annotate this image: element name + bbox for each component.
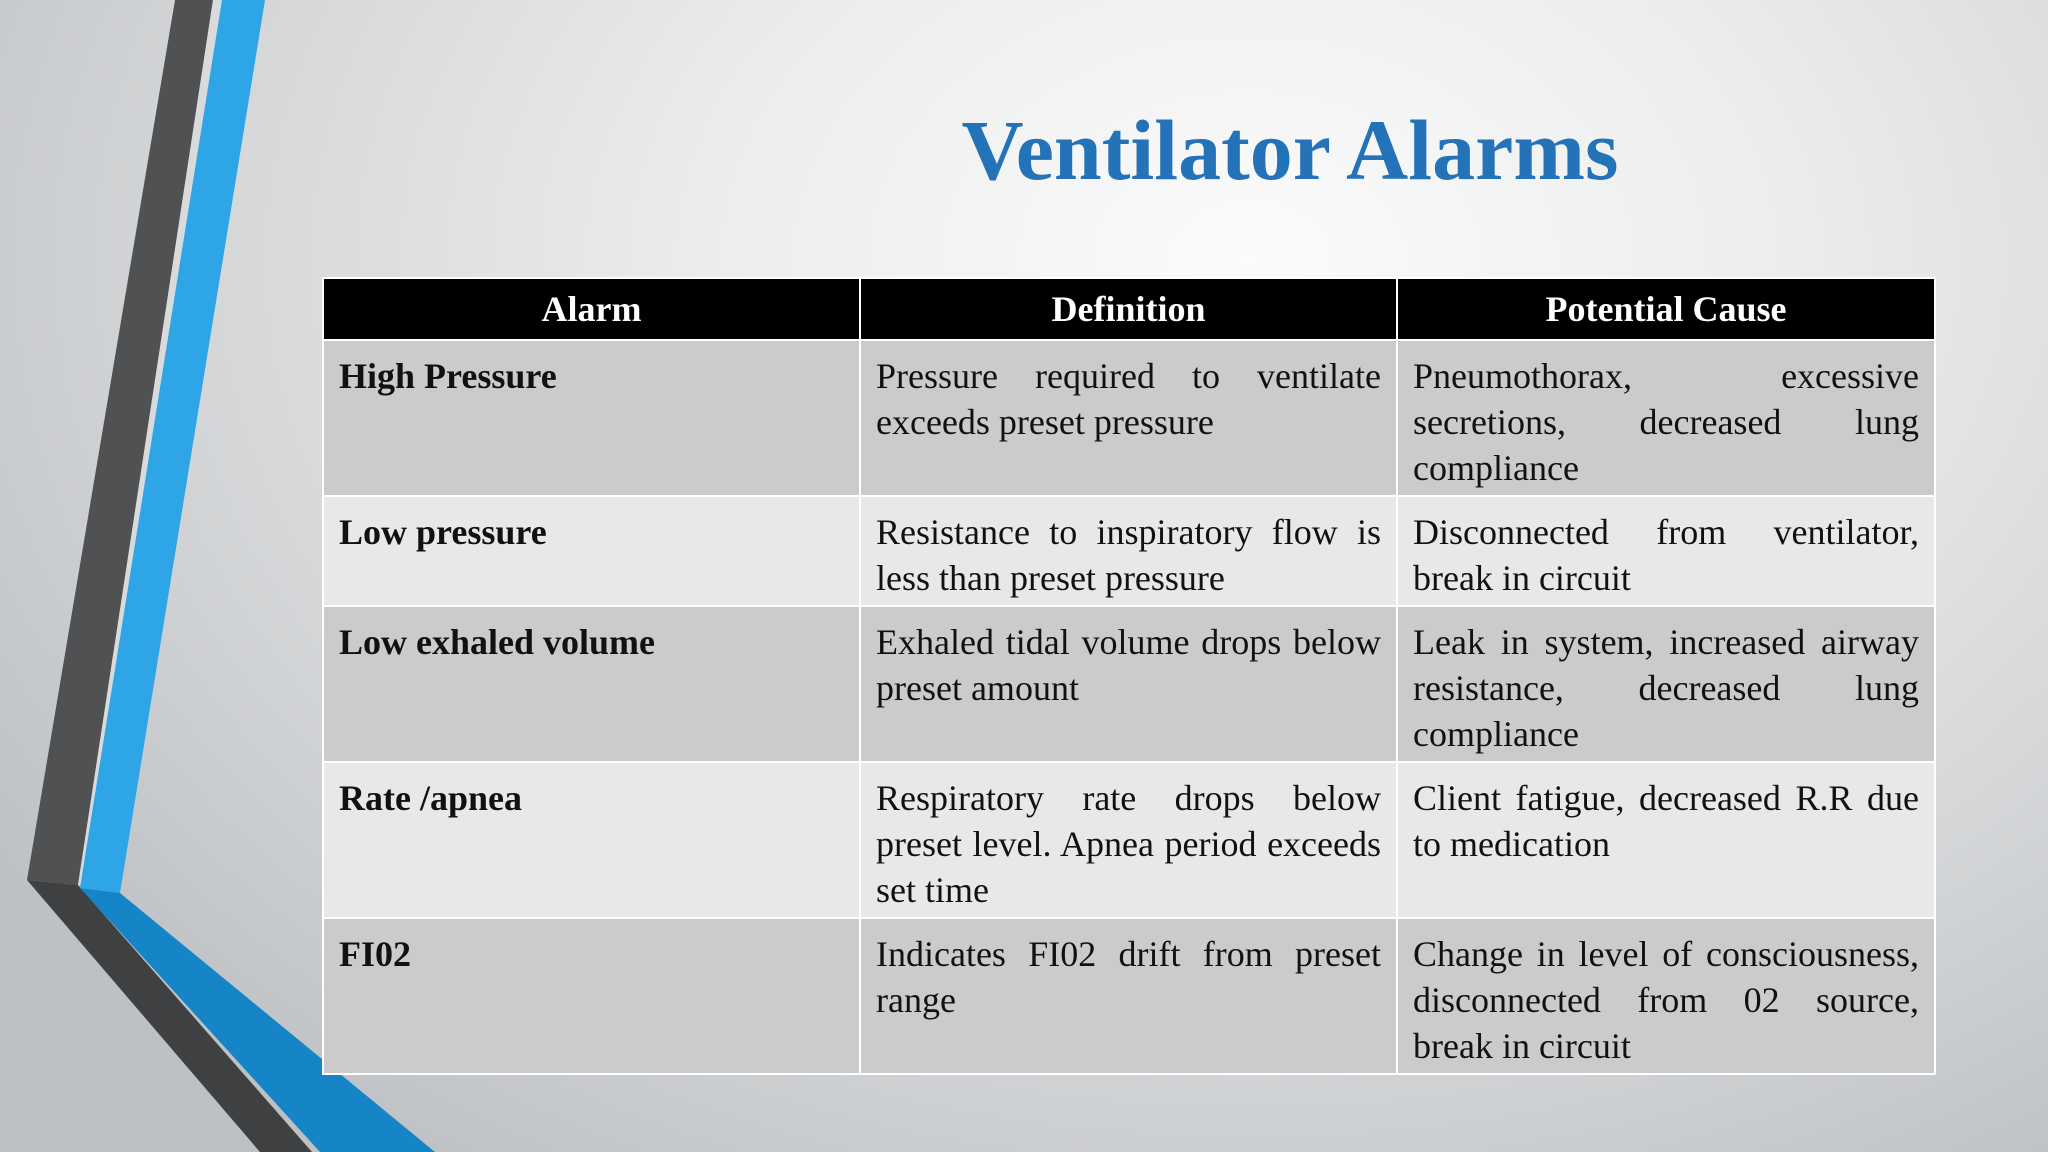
table-row — [323, 496, 1935, 606]
table-row — [323, 606, 1935, 762]
definition-cell: Indicates FI02 drift from preset range — [860, 918, 1397, 1074]
cause-cell: Client fatigue, decreased R.R due to medication — [1397, 762, 1935, 918]
cause-cell: Pneumothorax, excessive secretions, decreased lung compliance — [1397, 340, 1935, 496]
column-header-definition: Definition — [860, 278, 1397, 340]
alarm-cell: Low pressure — [323, 496, 860, 606]
light-stripe — [78, 0, 222, 888]
cause-cell: Disconnected from ventilator, break in circuit — [1397, 496, 1935, 606]
column-header-alarm: Alarm — [323, 278, 860, 340]
table-row — [323, 918, 1935, 1074]
definition-cell: Pressure required to ventilate exceeds preset pressure — [860, 340, 1397, 496]
alarm-cell: High Pressure — [323, 340, 860, 496]
table-row — [323, 340, 1935, 496]
definition-cell: Exhaled tidal volume drops below preset amount — [860, 606, 1397, 762]
alarm-cell: Rate /apnea — [323, 762, 860, 918]
definition-cell: Resistance to inspiratory flow is less than preset pressure — [860, 496, 1397, 606]
table-header-row — [323, 278, 1935, 340]
alarm-cell: Low exhaled volume — [323, 606, 860, 762]
table-row — [323, 762, 1935, 918]
alarm-cell: FI02 — [323, 918, 860, 1074]
column-header-potential-cause: Potential Cause — [1397, 278, 1935, 340]
cause-cell: Leak in system, increased airway resistance, decreased lung compliance — [1397, 606, 1935, 762]
ventilator-alarms-table — [322, 277, 1936, 1075]
definition-cell: Respiratory rate drops below preset level. Apnea period exceeds set time — [860, 762, 1397, 918]
cause-cell: Change in level of consciousness, disconnected from 02 source, break in circuit — [1397, 918, 1935, 1074]
slide-title: Ventilator Alarms — [961, 102, 1619, 198]
